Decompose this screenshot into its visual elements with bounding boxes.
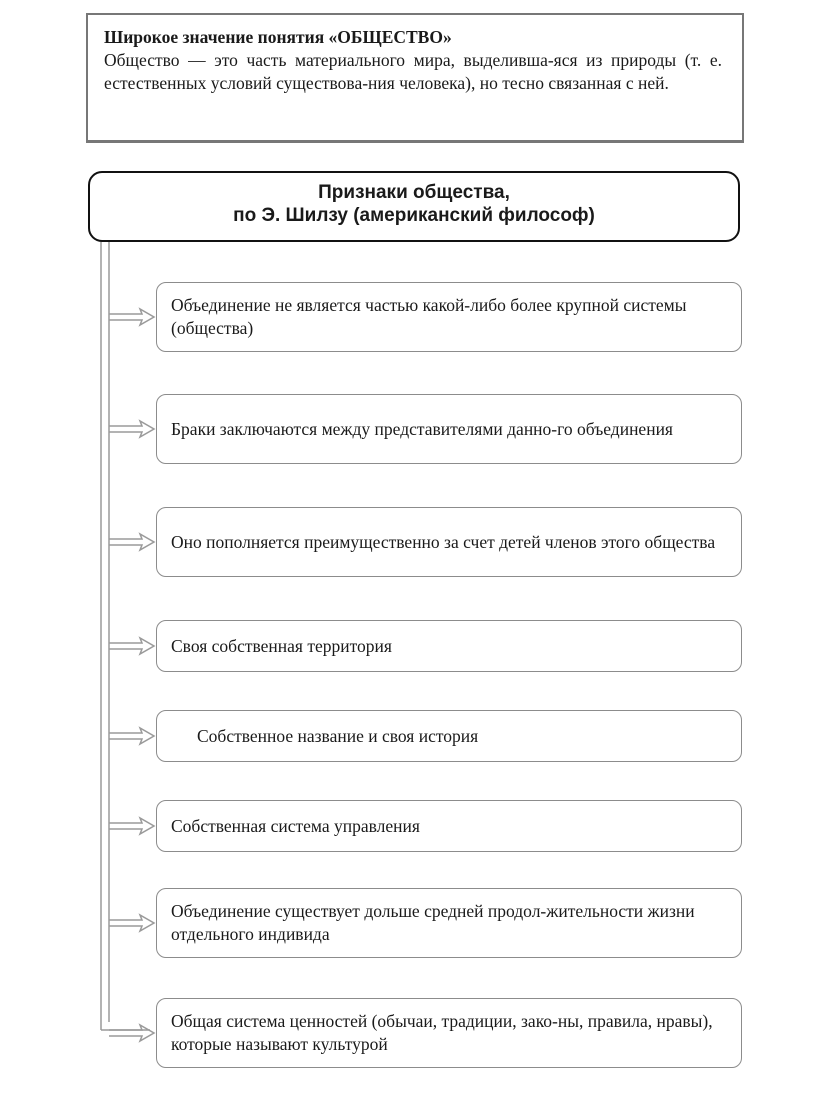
connector-arrow	[109, 421, 154, 437]
definition-box	[86, 13, 744, 143]
definition-text: Общество — это часть материального мира, выделивша-яся из природы (т. е. естественных условий существова-ния человека), но тесно связанная с ней.	[104, 49, 722, 93]
sign-item-text: Браки заключаются между представителями данно-го объединения	[171, 418, 673, 439]
sign-item-8	[156, 998, 742, 1068]
sign-item-text: Общая система ценностей (обычаи, традиции, зако-ны, правила, нравы), которые называют культурой	[171, 1011, 713, 1054]
sign-item-5	[156, 710, 742, 762]
sign-item-6	[156, 800, 742, 852]
sign-item-text: Своя собственная территория	[171, 635, 392, 656]
sign-item-text: Собственное название и своя история	[197, 725, 479, 746]
sign-item-text: Объединение существует дольше средней продол-жительности жизни отдельного индивида	[171, 901, 695, 944]
connector-arrow	[109, 818, 154, 834]
sign-item-7	[156, 888, 742, 958]
sign-item-3	[156, 507, 742, 577]
connector-arrow	[109, 309, 154, 325]
sign-item-2	[156, 394, 742, 464]
signs-header-line2: по Э. Шилзу (американский философ)	[233, 204, 595, 226]
definition-title: Широкое значение понятия «ОБЩЕСТВО»	[104, 27, 452, 47]
sign-item-text: Оно пополняется преимущественно за счет детей членов этого общества	[171, 531, 716, 552]
signs-header-box	[88, 171, 740, 242]
connector-arrow	[109, 534, 154, 550]
sign-item-text: Объединение не является частью какой-либо более крупной системы (общества)	[171, 295, 687, 338]
connector-arrow	[109, 638, 154, 654]
sign-item-text: Собственная система управления	[171, 815, 420, 836]
sign-item-4	[156, 620, 742, 672]
signs-header-line1: Признаки общества,	[318, 182, 510, 203]
connector-arrow	[109, 728, 154, 744]
connector-arrow	[109, 1025, 154, 1041]
sign-item-1	[156, 282, 742, 352]
connector-arrow	[109, 915, 154, 931]
